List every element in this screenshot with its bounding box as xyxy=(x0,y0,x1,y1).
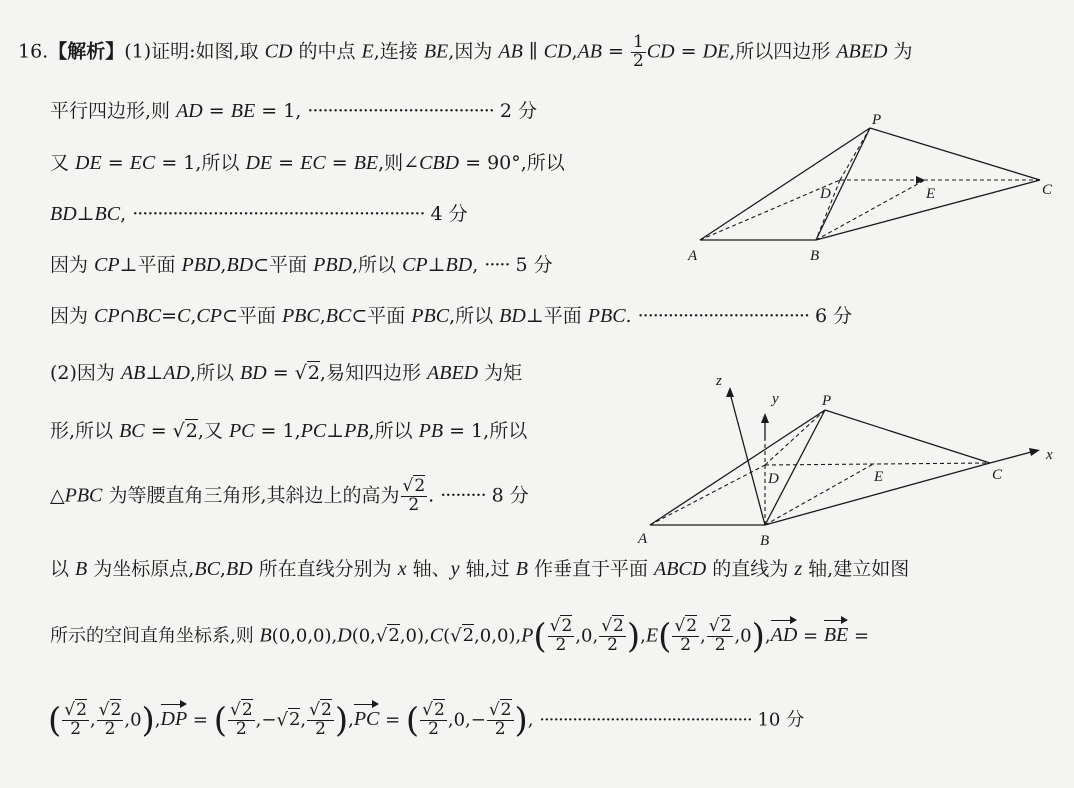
fig1-label-A: A xyxy=(688,248,698,264)
line-10: 以 B 为坐标原点,BC,BD 所在直线分别为 x 轴、y 轴,过 B 作垂直于平面 ABCD 的直线为 z 轴,建立如图 xyxy=(50,558,910,580)
line-2: 平行四边形,则 AD = BE = 1, ····································· 2 分 xyxy=(50,100,538,122)
fig1-label-B: B xyxy=(810,248,820,264)
problem-number: 16. xyxy=(18,40,49,63)
score-10: 10 分 xyxy=(757,709,805,731)
line-5: 因为 CP⊥平面 PBD,BD⊂平面 PBD,所以 CP⊥BD, ····· 5 分 xyxy=(50,254,553,276)
line-6: 因为 CP∩BC=C,CP⊂平面 PBC,BC⊂平面 PBC,所以 BD⊥平面 PBC. ·································· 6 分 xyxy=(50,305,853,327)
part1-label: (1)证明 xyxy=(124,40,190,63)
line-12: ( $\frac{√2}{2}$ , $\frac{√2}{2}$ ,0),DP = ( $\frac{√2}{2}$ ,−√2, $\frac{√2}{2}$ ),PC = ( $\frac{√2}{2}$ ,0,− $\frac{√2}{2}$ ), ············································· 10 分 xyxy=(48,700,805,741)
part2-label: (2)因为 xyxy=(50,362,115,384)
fig2-label-y: y xyxy=(772,391,779,407)
line-7: (2)因为 AB⊥AD,所以 BD = √2,易知四边形 ABED 为矩 xyxy=(50,362,523,384)
fig2-label-A: A xyxy=(638,531,648,547)
line-8: 形,所以 BC = √2,又 PC = 1,PC⊥PB,所以 PB = 1,所以 xyxy=(50,420,528,442)
score-4: 4 分 xyxy=(430,203,468,225)
fig2-label-D: D xyxy=(768,471,779,487)
fig2-label-B: B xyxy=(760,533,770,549)
fig1-label-D: D xyxy=(820,186,831,202)
analysis-tag: 【解析】 xyxy=(48,40,125,63)
fig2-label-C: C xyxy=(992,467,1003,483)
score-5: 5 分 xyxy=(515,254,553,276)
fig1-label-P: P xyxy=(872,112,882,128)
score-6: 6 分 xyxy=(815,305,853,327)
line-11: 所示的空间直角坐标系,则 B(0,0,0),D(0,√2,0),C(√2,0,0),P( $\frac{√2}{2}$ ,0, $\frac{√2}{2}$ ),E( $\frac{√2}{2}$ , $\frac{√2}{2}$ ,0),AD = BE = xyxy=(50,616,870,657)
fig2-label-x: x xyxy=(1046,447,1053,463)
figure-2-coordinate-system xyxy=(630,365,1070,550)
line-3: 又 DE = EC = 1,所以 DE = EC = BE,则∠CBD = 90°,所以 xyxy=(50,152,565,174)
fig1-label-C: C xyxy=(1042,182,1053,198)
line-4: BD⊥BC, ·························································· 4 分 xyxy=(50,203,468,225)
score-8: 8 分 xyxy=(491,484,529,507)
fig2-label-E: E xyxy=(874,469,884,485)
line-9: △PBC 为等腰直角三角形,其斜边上的高为 $\frac{√2}{2}$ . ········· 8 分 xyxy=(50,476,529,515)
figure-1-pyramid xyxy=(680,100,1060,270)
line-1: 16.【解析】(1)证明:如图,取 CD 的中点 E,连接 BE,因为 AB ∥ CD,AB = $\frac{1}{2}$ CD = DE,所以四边形 ABED 为 xyxy=(18,32,913,71)
fig1-label-E: E xyxy=(926,186,936,202)
score-2: 2 分 xyxy=(499,100,538,122)
fig2-label-z: z xyxy=(716,373,722,389)
fig2-label-P: P xyxy=(822,393,832,409)
